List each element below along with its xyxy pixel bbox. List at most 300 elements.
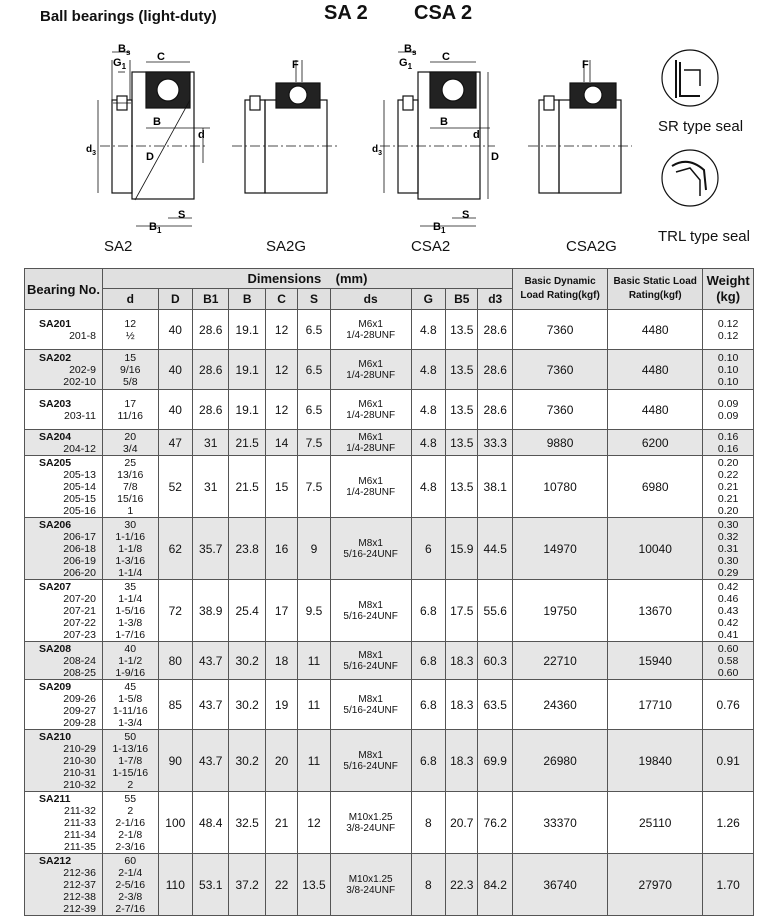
bearing-number: SA208 [39,642,72,655]
sa2-drawing [98,52,210,226]
cell-weight [703,390,754,430]
series-title-sa2: SA 2 [324,2,368,24]
thread-size: 3/8-24UNF [346,884,396,896]
bearing-number: 205-14 [63,480,96,493]
cell-s: 11 [298,730,330,792]
bearing-number: 207-22 [63,616,96,629]
weight-value: 0.16 [717,430,739,443]
cell-weight [703,792,754,854]
cell-d: 80 [158,642,192,680]
cell-static-load: 27970 [608,854,703,916]
cell-d [102,580,158,642]
weight-value: 1.26 [716,815,740,830]
bearing-number: 212-38 [63,890,96,903]
caption-trl-seal: TRL type seal [658,228,750,245]
bearing-number: 207-20 [63,592,96,605]
weight-value: 0.20 [717,504,739,517]
bore-size: 1-5/8 [118,692,143,705]
bore-size: 15/16 [117,492,144,505]
cell-d [102,430,158,456]
cell-static-load: 6980 [608,456,703,518]
bearing-number: 210-29 [63,742,96,755]
bore-size: 9/16 [120,363,141,376]
bore-size: 55 [124,792,137,805]
bearing-number: 205-13 [63,468,96,481]
weight-value: 0.42 [717,616,739,629]
bearing-number: 206-20 [63,566,96,579]
thread-size: M10x1.25 [348,873,393,885]
cell-weight [703,680,754,730]
cell-s: 9 [298,518,330,580]
bore-size: 3/4 [122,442,138,455]
cell-s: 12 [298,792,330,854]
cell-b: 19.1 [229,350,265,390]
cell-d3: 84.2 [478,854,513,916]
weight-value: 0.10 [717,351,739,364]
cell-g: 6.8 [411,730,445,792]
bore-size: 25 [124,456,137,469]
cell-dynamic-load: 7360 [512,350,607,390]
csa2-label-D: D [491,151,499,163]
bearing-number: SA206 [39,518,72,531]
thread-size: M6x1 [358,431,383,443]
bore-size: 1-7/8 [118,754,143,767]
bore-size: 11/16 [117,409,144,422]
bearing-number: 202-10 [63,375,96,388]
cell-c: 12 [265,350,297,390]
cell-dynamic-load: 7360 [512,310,607,350]
cell-s: 6.5 [298,310,330,350]
thread-size: 1/4-28UNF [346,409,396,421]
bearing-number: 208-25 [63,666,96,679]
cell-dynamic-load: 14970 [512,518,607,580]
cell-bearing-no [25,518,103,580]
cell-g: 4.8 [411,350,445,390]
bore-size: 50 [124,730,137,743]
thread-size: M6x1 [358,475,383,487]
bore-size: 1-11/16 [112,704,148,717]
cell-g: 4.8 [411,456,445,518]
weight-value: 0.60 [717,666,739,679]
cell-ds [330,390,411,430]
cell-g: 6 [411,518,445,580]
bore-size: 30 [124,518,137,531]
col-b1: B1 [193,289,229,310]
bearing-number: SA211 [39,792,71,805]
bearing-number: SA203 [39,397,72,410]
cell-static-load: 6200 [608,430,703,456]
bore-size: 2 [127,778,134,791]
cell-bearing-no [25,456,103,518]
cell-ds [330,730,411,792]
table-row [25,642,754,680]
cell-c: 17 [265,580,297,642]
weight-value: 0.21 [717,492,739,505]
cell-b5: 13.5 [446,430,478,456]
cell-b: 23.8 [229,518,265,580]
caption-sa2: SA2 [104,238,133,255]
bearing-number: 210-32 [63,778,96,791]
cell-d3: 55.6 [478,580,513,642]
bore-size: 1-1/4 [118,592,143,605]
cell-c: 15 [265,456,297,518]
cell-d: 90 [158,730,192,792]
sa2-label-b: B [153,116,161,128]
weight-value: 0.43 [717,604,739,617]
col-g: G [411,289,445,310]
sa2-label-b1: $B_1$ [149,221,162,235]
thread-size: 5/16-24UNF [343,760,398,772]
cell-c: 12 [265,390,297,430]
cell-b5: 13.5 [446,310,478,350]
weight-value: 0.58 [717,654,739,667]
cell-g: 4.8 [411,430,445,456]
csa2g-drawing [528,60,632,193]
cell-ds [330,680,411,730]
header-area [0,0,780,268]
bearing-number: 206-18 [63,542,96,555]
sa2-collar [112,100,132,193]
thread-size: 5/16-24UNF [343,548,398,560]
bearing-number: 204-12 [63,442,96,455]
cell-static-load: 15940 [608,642,703,680]
cell-b: 19.1 [229,390,265,430]
cell-b1: 28.6 [193,310,229,350]
bore-size: 2-1/8 [118,828,143,841]
bearing-number: 207-23 [63,628,96,641]
cell-weight [703,518,754,580]
bearing-number: 208-24 [63,654,96,667]
weight-value: 1.70 [716,877,740,892]
bearing-number: SA201 [39,317,72,330]
weight-unit: (kg) [716,289,741,304]
bore-size: 60 [124,854,137,867]
cell-d3: 33.3 [478,430,513,456]
bearing-specs-table [24,268,754,916]
thread-size: M6x1 [358,358,383,370]
weight-value: 0.32 [717,530,739,543]
table-row [25,390,754,430]
bore-size: 1-3/4 [118,716,143,729]
cell-ds [330,642,411,680]
cell-d3: 28.6 [478,310,513,350]
caption-csa2: CSA2 [411,238,451,255]
col-d: D [158,289,192,310]
weight-value: 0.30 [717,554,739,567]
bore-size: 1-1/16 [115,530,146,543]
cell-b1: 31 [193,430,229,456]
weight-label: Weight [706,273,750,288]
cell-b5: 22.3 [446,854,478,916]
cell-d: 47 [158,430,192,456]
bearing-number: 210-30 [63,754,96,767]
cell-weight [703,730,754,792]
col-d3: d3 [478,289,513,310]
cell-c: 12 [265,310,297,350]
bore-size: 1-1/2 [118,654,143,667]
cell-b5: 17.5 [446,580,478,642]
weight-value: 0.60 [717,642,739,655]
bore-size: 2-1/4 [118,866,143,879]
sr-seal-detail [662,50,718,106]
cell-b1: 53.1 [193,854,229,916]
cell-b: 37.2 [229,854,265,916]
cell-d: 52 [158,456,192,518]
bore-size: 12 [124,317,137,330]
bearing-number: SA204 [39,430,72,443]
bearing-number: 211-35 [64,840,96,853]
bearing-number: SA210 [39,730,72,743]
col-static-load: Basic Static Load Rating(kgf) [608,269,703,310]
cell-b5: 13.5 [446,390,478,430]
csa2-label-g: $G_1$ [399,57,413,71]
cell-b1: 38.9 [193,580,229,642]
thread-size: M8x1 [358,599,383,611]
bore-size: 1-13/16 [112,742,149,755]
col-c: C [265,289,297,310]
cell-b5: 18.3 [446,730,478,792]
caption-sa2g: SA2G [266,238,307,255]
weight-value: 0.41 [717,628,739,641]
bearing-number: 207-21 [63,604,96,617]
cell-d [102,730,158,792]
cell-bearing-no [25,390,103,430]
bearing-number: 209-28 [63,716,96,729]
bore-size: 15 [124,351,137,364]
csa2-label-c: C [442,51,450,63]
csa2-label-d3: $d_3$ [372,144,383,157]
cell-ds [330,430,411,456]
cell-d [102,456,158,518]
bore-size: 45 [124,680,137,693]
cell-c: 14 [265,430,297,456]
bearing-number: SA207 [39,580,72,593]
csa2-label-bs: $B_s$ [404,43,417,57]
thread-size: M8x1 [358,649,383,661]
bore-size: 2-7/16 [115,902,146,915]
thread-size: M10x1.25 [348,811,393,823]
thread-size: 5/16-24UNF [343,660,398,672]
sa2g-label-f: F [292,59,299,71]
col-weight [703,269,754,310]
cell-g: 8 [411,854,445,916]
cell-b: 30.2 [229,730,265,792]
cell-d3: 69.9 [478,730,513,792]
thread-size: 1/4-28UNF [346,442,396,454]
thread-size: M8x1 [358,749,383,761]
weight-value: 0.10 [717,363,739,376]
cell-s: 7.5 [298,456,330,518]
cell-d3: 38.1 [478,456,513,518]
weight-value: 0.42 [717,580,739,593]
bore-size: 1-15/16 [112,766,149,779]
thread-size: 5/16-24UNF [343,610,398,622]
col-dimensions [102,269,512,289]
bore-size: 1-3/16 [115,554,146,567]
cell-s: 13.5 [298,854,330,916]
cell-weight [703,456,754,518]
weight-value: 0.16 [717,442,739,455]
caption-csa2g: CSA2G [566,238,617,255]
cell-d: 62 [158,518,192,580]
thread-size: 1/4-28UNF [346,369,396,381]
cell-d: 85 [158,680,192,730]
cell-dynamic-load: 24360 [512,680,607,730]
weight-value: 0.09 [717,397,739,410]
cell-b1: 31 [193,456,229,518]
sa2g-drawing [232,60,340,193]
cell-d [102,792,158,854]
cell-b1: 43.7 [193,680,229,730]
bore-size: 7/8 [122,480,138,493]
cell-s: 11 [298,642,330,680]
cell-d [102,390,158,430]
cell-dynamic-load: 19750 [512,580,607,642]
cell-bearing-no [25,350,103,390]
bearing-number: 212-37 [63,878,96,891]
caption-sr-seal: SR type seal [658,118,744,135]
cell-bearing-no [25,792,103,854]
bore-size: 2-5/16 [115,878,146,891]
series-title-csa2: CSA 2 [414,2,473,24]
cell-d [102,854,158,916]
bearing-number: 201-8 [69,329,96,342]
cell-d3: 60.3 [478,642,513,680]
bore-size: 1-5/16 [115,604,146,617]
bore-size: ½ [125,329,135,342]
cell-ds [330,580,411,642]
weight-value: 0.21 [717,480,739,493]
bearing-number: 209-26 [63,692,96,705]
bearing-number: 210-31 [63,766,96,779]
cell-b1: 35.7 [193,518,229,580]
bearing-number: 211-32 [64,804,96,817]
cell-weight [703,580,754,642]
dimensions-label: Dimensions [247,271,322,286]
csa2-label-b: B [440,116,448,128]
cell-bearing-no [25,854,103,916]
cell-ds [330,310,411,350]
cell-g: 6.8 [411,642,445,680]
sa2-label-D: D [146,151,154,163]
cell-c: 18 [265,642,297,680]
bore-size: 1-1/8 [118,542,143,555]
cell-dynamic-load: 26980 [512,730,607,792]
cell-dynamic-load: 7360 [512,390,607,430]
cell-d: 110 [158,854,192,916]
cell-s: 7.5 [298,430,330,456]
cell-weight [703,430,754,456]
bearing-number: 205-15 [63,492,96,505]
cell-ds [330,518,411,580]
cell-b1: 48.4 [193,792,229,854]
cell-d3: 28.6 [478,390,513,430]
weight-value: 0.10 [717,375,739,388]
weight-value: 0.12 [717,317,739,330]
cell-d3: 76.2 [478,792,513,854]
cell-d: 100 [158,792,192,854]
col-dynamic-load: Basic Dynamic Load Rating(kgf) [512,269,607,310]
table-row [25,792,754,854]
col-ds: ds [330,289,411,310]
col-s: S [298,289,330,310]
bearing-number: 212-39 [63,902,96,915]
cell-static-load: 17710 [608,680,703,730]
cell-b: 21.5 [229,430,265,456]
bearing-number: 205-16 [63,504,96,517]
table-row [25,680,754,730]
bore-size: 2-3/8 [118,890,143,903]
weight-value: 0.29 [717,566,739,579]
bore-size: 1-7/16 [115,628,146,641]
cell-d [102,642,158,680]
table-row [25,456,754,518]
cell-c: 16 [265,518,297,580]
cell-static-load: 4480 [608,310,703,350]
csa2-label-d: d [473,129,480,141]
cell-d3: 28.6 [478,350,513,390]
cell-bearing-no [25,730,103,792]
cell-b5: 20.7 [446,792,478,854]
col-b: B [229,289,265,310]
cell-ds [330,854,411,916]
bearing-number: 212-36 [63,866,96,879]
cell-ds [330,456,411,518]
sa2-label-d: d [198,129,205,141]
cell-static-load: 4480 [608,350,703,390]
trl-seal-detail [662,150,718,206]
cell-d [102,518,158,580]
cell-g: 6.8 [411,580,445,642]
weight-value: 0.30 [717,518,739,531]
cell-d: 40 [158,310,192,350]
weight-value: 0.76 [716,697,740,712]
table-row [25,430,754,456]
thread-size: M8x1 [358,693,383,705]
bore-size: 2 [127,804,134,817]
dimensions-unit: (mm) [335,271,368,286]
cell-static-load: 4480 [608,390,703,430]
thread-size: M8x1 [358,537,383,549]
bearing-number: 211-34 [64,828,96,841]
cell-weight [703,854,754,916]
cell-b5: 13.5 [446,350,478,390]
bore-size: 1 [127,504,134,517]
sa2-label-s: S [178,209,186,221]
cell-c: 22 [265,854,297,916]
bearing-number: 206-17 [63,530,96,543]
cell-dynamic-load: 9880 [512,430,607,456]
cell-dynamic-load: 10780 [512,456,607,518]
csa2-label-s: S [462,209,470,221]
cell-weight [703,642,754,680]
cell-b5: 18.3 [446,680,478,730]
cell-b: 21.5 [229,456,265,518]
cell-b5: 15.9 [446,518,478,580]
cell-b: 30.2 [229,680,265,730]
thread-size: M6x1 [358,398,383,410]
weight-value: 0.09 [717,409,739,422]
cell-ds [330,792,411,854]
cell-g: 4.8 [411,310,445,350]
cell-static-load: 13670 [608,580,703,642]
cell-d [102,310,158,350]
bearing-number: 211-33 [64,816,96,829]
weight-value: 0.22 [717,468,739,481]
bore-size: 13/16 [117,468,144,481]
bearing-number: SA202 [39,351,72,364]
cell-c: 21 [265,792,297,854]
